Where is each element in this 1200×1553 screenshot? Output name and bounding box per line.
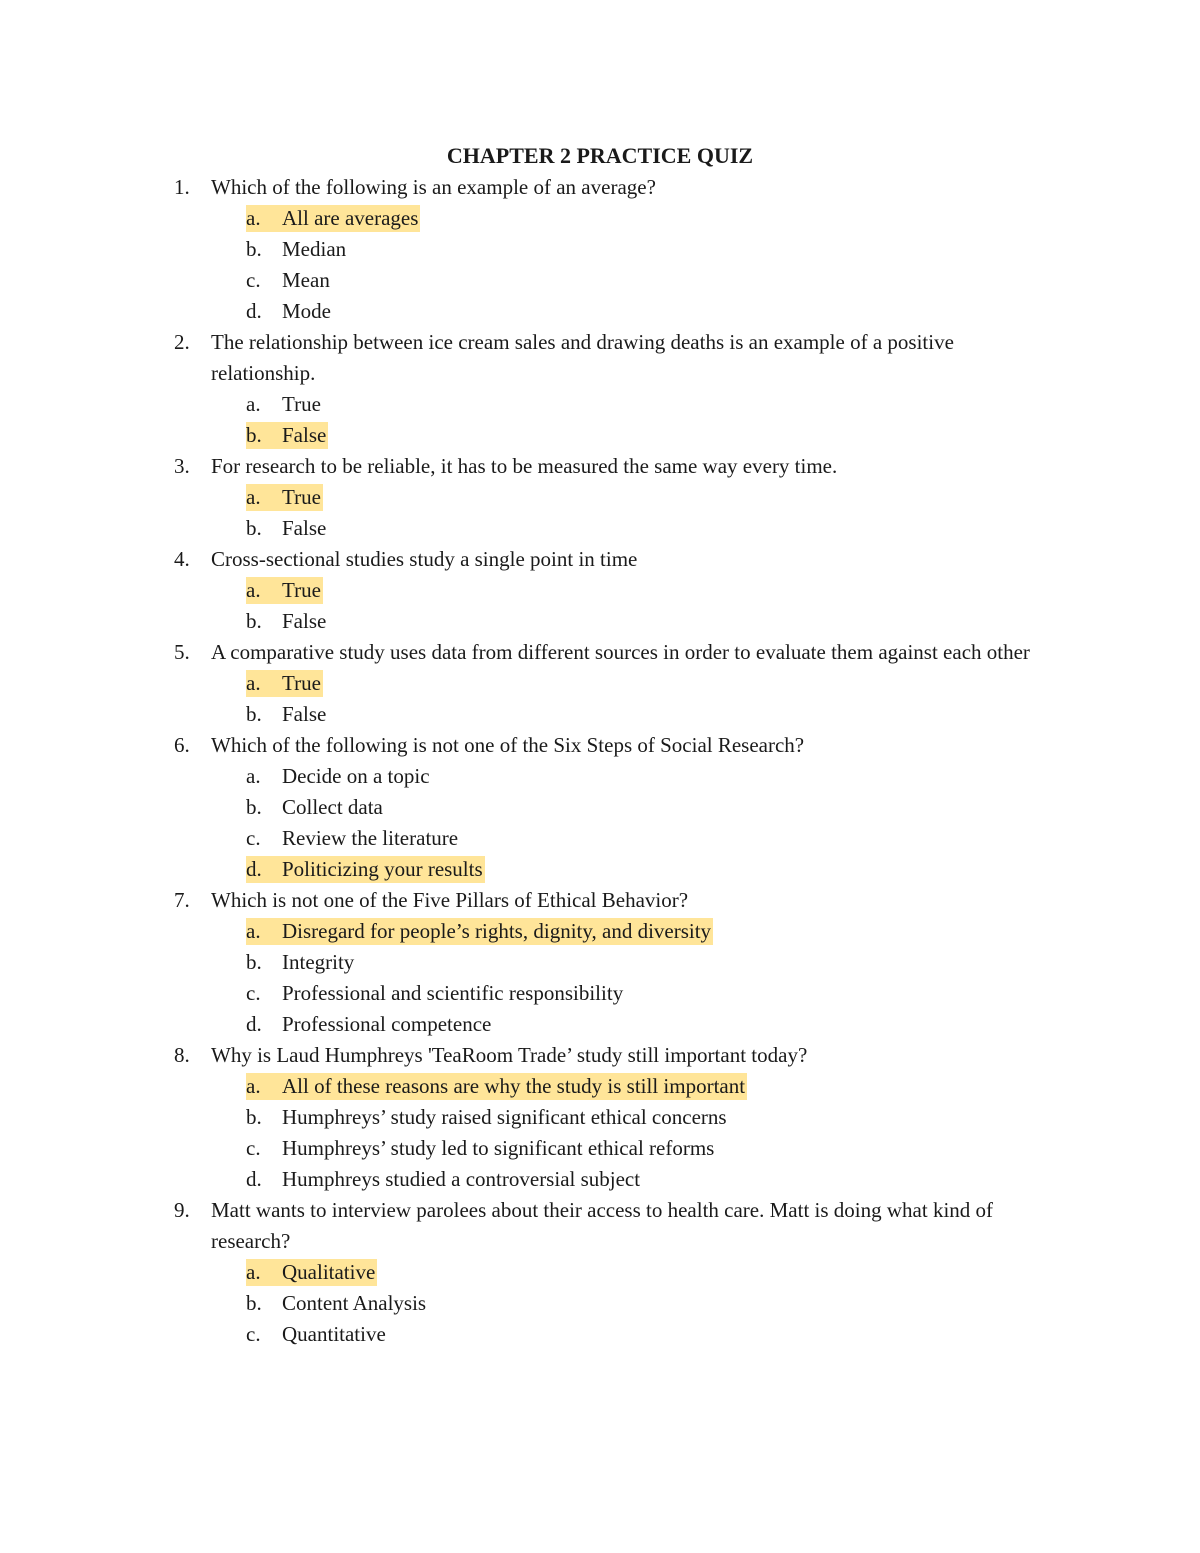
highlighted-answer xyxy=(246,577,323,604)
answer-choice xyxy=(246,980,625,1007)
answer-option xyxy=(0,265,1200,296)
option-letter: c. xyxy=(246,981,261,1005)
option-letter: b. xyxy=(246,423,262,447)
question-text: The relationship between ice cream sales and drawing deaths is an example of a positive relationship. xyxy=(211,330,954,385)
answer-option xyxy=(0,296,1200,327)
option-text: True xyxy=(282,392,321,416)
option-letter: d. xyxy=(246,857,262,881)
option-text: Collect data xyxy=(282,795,383,819)
option-text: Quantitative xyxy=(282,1322,386,1346)
answer-option xyxy=(0,823,1200,854)
answer-choice xyxy=(246,825,460,852)
answer-options xyxy=(0,482,1200,544)
option-letter: c. xyxy=(246,1136,261,1160)
option-letter: b. xyxy=(246,795,262,819)
option-text: Integrity xyxy=(282,950,355,974)
question-text: Which is not one of the Five Pillars of Ethical Behavior? xyxy=(211,888,689,912)
answer-option xyxy=(0,854,1200,885)
quiz-question xyxy=(0,885,1200,1040)
answer-choice xyxy=(246,608,328,635)
question-number: 2. xyxy=(174,330,190,354)
answer-choice xyxy=(246,1166,642,1193)
option-text: False xyxy=(282,423,327,447)
highlighted-answer xyxy=(246,484,323,511)
question-text: Which of the following is an example of an average? xyxy=(211,175,656,199)
answer-choice xyxy=(246,1104,729,1131)
option-text: Median xyxy=(282,237,347,261)
answer-option xyxy=(0,234,1200,265)
answer-options xyxy=(0,916,1200,1040)
option-text: Decide on a topic xyxy=(282,764,430,788)
highlighted-answer xyxy=(246,422,328,449)
question-text: Why is Laud Humphreys 'TeaRoom Trade’ study still important today? xyxy=(211,1043,808,1067)
option-text: False xyxy=(282,702,327,726)
question-number: 9. xyxy=(174,1198,190,1222)
question-text: A comparative study uses data from different sources in order to evaluate them against each other xyxy=(211,640,1030,664)
quiz-question xyxy=(0,172,1200,327)
option-letter: b. xyxy=(246,1105,262,1129)
option-letter: a. xyxy=(246,1074,261,1098)
answer-option xyxy=(0,389,1200,420)
option-text: Professional and scientific responsibility xyxy=(282,981,624,1005)
option-letter: a. xyxy=(246,485,261,509)
option-text: Disregard for people’s rights, dignity, and diversity xyxy=(282,919,712,943)
option-text: Professional competence xyxy=(282,1012,492,1036)
answer-options xyxy=(0,1257,1200,1350)
option-letter: a. xyxy=(246,578,261,602)
option-letter: b. xyxy=(246,516,262,540)
answer-choice xyxy=(246,298,333,325)
answer-option xyxy=(0,1071,1200,1102)
answer-option xyxy=(0,978,1200,1009)
option-text: False xyxy=(282,516,327,540)
answer-option xyxy=(0,1009,1200,1040)
option-text: Humphreys’ study raised significant ethical concerns xyxy=(282,1105,727,1129)
question-text: Cross-sectional studies study a single point in time xyxy=(211,547,638,571)
option-letter: a. xyxy=(246,206,261,230)
answer-option xyxy=(0,1164,1200,1195)
option-text: Mean xyxy=(282,268,330,292)
answer-choice xyxy=(246,1135,716,1162)
answer-option xyxy=(0,668,1200,699)
option-letter: c. xyxy=(246,268,261,292)
highlighted-answer xyxy=(246,1073,747,1100)
answer-choice xyxy=(246,1290,428,1317)
question-text: Matt wants to interview parolees about their access to health care. Matt is doing what kind of research? xyxy=(211,1198,994,1253)
answer-choice xyxy=(246,515,328,542)
option-letter: d. xyxy=(246,1167,262,1191)
answer-option xyxy=(0,1102,1200,1133)
answer-choice xyxy=(246,794,385,821)
option-text: True xyxy=(282,485,321,509)
answer-choice xyxy=(246,763,432,790)
highlighted-answer xyxy=(246,1259,377,1286)
option-text: Humphreys’ study led to significant ethical reforms xyxy=(282,1136,715,1160)
quiz-question xyxy=(0,1195,1200,1350)
option-letter: b. xyxy=(246,237,262,261)
quiz-question xyxy=(0,451,1200,544)
answer-choice xyxy=(246,1321,388,1348)
question-number: 4. xyxy=(174,547,190,571)
highlighted-answer xyxy=(246,856,485,883)
answer-option xyxy=(0,1288,1200,1319)
answer-option xyxy=(0,1257,1200,1288)
option-letter: a. xyxy=(246,671,261,695)
question-text: For research to be reliable, it has to be measured the same way every time. xyxy=(211,454,838,478)
option-text: Mode xyxy=(282,299,331,323)
answer-choice xyxy=(246,267,332,294)
option-text: True xyxy=(282,578,321,602)
answer-options xyxy=(0,203,1200,327)
option-text: Content Analysis xyxy=(282,1291,427,1315)
answer-option xyxy=(0,916,1200,947)
answer-choice xyxy=(246,701,328,728)
highlighted-answer xyxy=(246,918,713,945)
question-number: 6. xyxy=(174,733,190,757)
answer-options xyxy=(0,761,1200,885)
option-letter: c. xyxy=(246,1322,261,1346)
quiz-question xyxy=(0,730,1200,885)
option-text: Review the literature xyxy=(282,826,459,850)
answer-options xyxy=(0,575,1200,637)
option-letter: b. xyxy=(246,702,262,726)
answer-options xyxy=(0,1071,1200,1195)
option-letter: b. xyxy=(246,1291,262,1315)
option-text: Humphreys studied a controversial subject xyxy=(282,1167,641,1191)
question-number: 5. xyxy=(174,640,190,664)
answer-options xyxy=(0,668,1200,730)
answer-option xyxy=(0,575,1200,606)
highlighted-answer xyxy=(246,205,420,232)
option-text: Politicizing your results xyxy=(282,857,483,881)
quiz-question xyxy=(0,544,1200,637)
quiz-question xyxy=(0,637,1200,730)
question-number: 1. xyxy=(174,175,190,199)
question-number: 8. xyxy=(174,1043,190,1067)
answer-option xyxy=(0,761,1200,792)
answer-option xyxy=(0,482,1200,513)
quiz-question xyxy=(0,327,1200,451)
question-text: Which of the following is not one of the Six Steps of Social Research? xyxy=(211,733,805,757)
option-letter: d. xyxy=(246,299,262,323)
answer-choice xyxy=(246,949,356,976)
option-letter: b. xyxy=(246,950,262,974)
option-letter: d. xyxy=(246,1012,262,1036)
quiz-question xyxy=(0,1040,1200,1195)
answer-choice xyxy=(246,236,348,263)
option-letter: a. xyxy=(246,1260,261,1284)
answer-option xyxy=(0,420,1200,451)
answer-option xyxy=(0,699,1200,730)
answer-choice xyxy=(246,391,323,418)
question-number: 7. xyxy=(174,888,190,912)
page-title: CHAPTER 2 PRACTICE QUIZ xyxy=(446,143,754,168)
answer-option xyxy=(0,1133,1200,1164)
answer-option xyxy=(0,203,1200,234)
answer-choice xyxy=(246,1011,493,1038)
highlighted-answer xyxy=(246,670,323,697)
quiz-list xyxy=(0,172,1200,1350)
option-letter: a. xyxy=(246,392,261,416)
option-text: All are averages xyxy=(282,206,419,230)
option-text: All of these reasons are why the study is still important xyxy=(282,1074,746,1098)
option-letter: b. xyxy=(246,609,262,633)
option-text: False xyxy=(282,609,327,633)
answer-option xyxy=(0,513,1200,544)
answer-option xyxy=(0,1319,1200,1350)
answer-options xyxy=(0,389,1200,451)
answer-option xyxy=(0,947,1200,978)
option-letter: a. xyxy=(246,764,261,788)
answer-option xyxy=(0,606,1200,637)
option-text: Qualitative xyxy=(282,1260,376,1284)
option-text: True xyxy=(282,671,321,695)
answer-option xyxy=(0,792,1200,823)
option-letter: c. xyxy=(246,826,261,850)
question-number: 3. xyxy=(174,454,190,478)
option-letter: a. xyxy=(246,919,261,943)
